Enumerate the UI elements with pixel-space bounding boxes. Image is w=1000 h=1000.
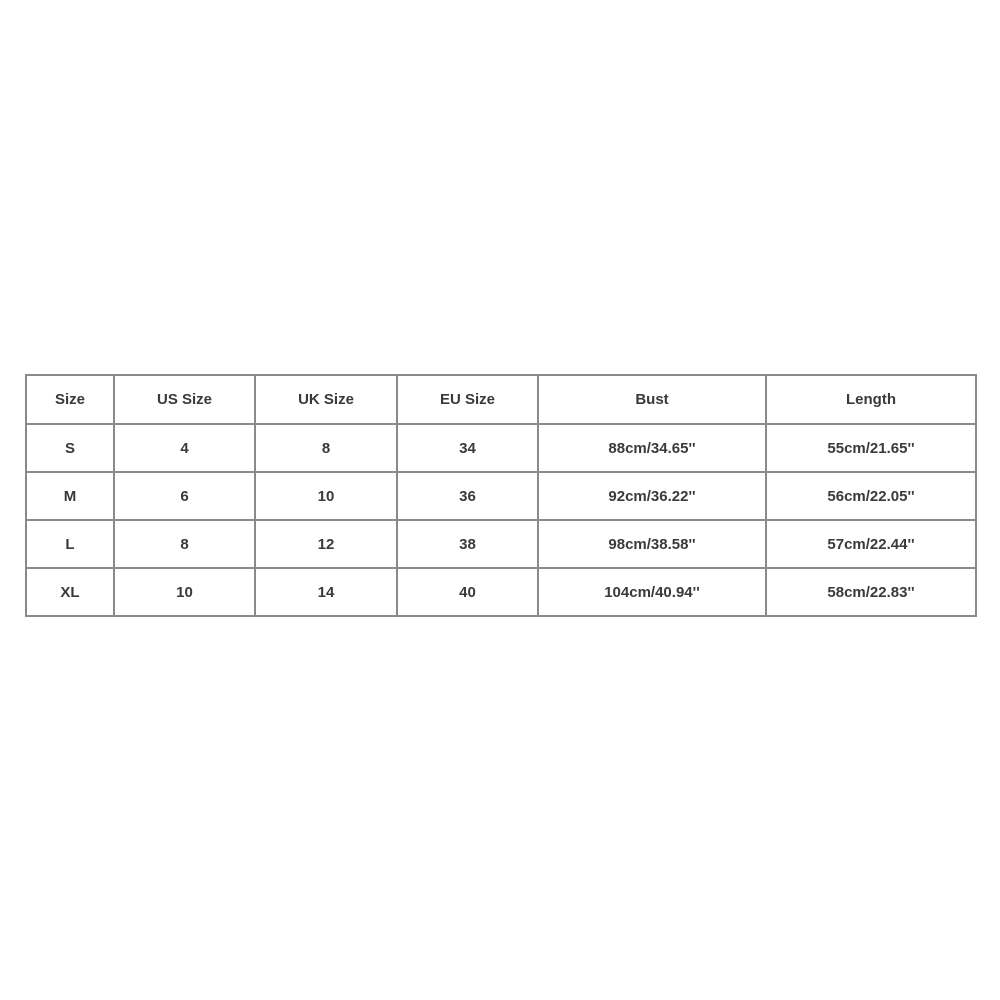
table-row bbox=[26, 520, 976, 568]
cell-length: 56cm/22.05'' bbox=[766, 472, 976, 520]
cell-length: 57cm/22.44'' bbox=[766, 520, 976, 568]
cell-length: 55cm/21.65'' bbox=[766, 424, 976, 472]
cell-us-size: 8 bbox=[114, 520, 255, 568]
cell-eu-size: 36 bbox=[397, 472, 538, 520]
cell-bust: 104cm/40.94'' bbox=[538, 568, 766, 616]
cell-size: M bbox=[26, 472, 114, 520]
size-chart-table bbox=[25, 374, 977, 617]
column-header-length: Length bbox=[766, 375, 976, 424]
column-header-uk-size: UK Size bbox=[255, 375, 397, 424]
cell-uk-size: 12 bbox=[255, 520, 397, 568]
cell-us-size: 6 bbox=[114, 472, 255, 520]
cell-bust: 88cm/34.65'' bbox=[538, 424, 766, 472]
cell-bust: 92cm/36.22'' bbox=[538, 472, 766, 520]
cell-bust: 98cm/38.58'' bbox=[538, 520, 766, 568]
column-header-eu-size: EU Size bbox=[397, 375, 538, 424]
cell-uk-size: 10 bbox=[255, 472, 397, 520]
cell-us-size: 10 bbox=[114, 568, 255, 616]
cell-uk-size: 14 bbox=[255, 568, 397, 616]
cell-eu-size: 38 bbox=[397, 520, 538, 568]
column-header-us-size: US Size bbox=[114, 375, 255, 424]
cell-size: XL bbox=[26, 568, 114, 616]
cell-eu-size: 40 bbox=[397, 568, 538, 616]
cell-length: 58cm/22.83'' bbox=[766, 568, 976, 616]
table-header-row bbox=[26, 375, 976, 424]
table-row bbox=[26, 472, 976, 520]
column-header-bust: Bust bbox=[538, 375, 766, 424]
cell-size: L bbox=[26, 520, 114, 568]
table-row bbox=[26, 424, 976, 472]
table-row bbox=[26, 568, 976, 616]
cell-eu-size: 34 bbox=[397, 424, 538, 472]
cell-size: S bbox=[26, 424, 114, 472]
cell-us-size: 4 bbox=[114, 424, 255, 472]
cell-uk-size: 8 bbox=[255, 424, 397, 472]
column-header-size: Size bbox=[26, 375, 114, 424]
